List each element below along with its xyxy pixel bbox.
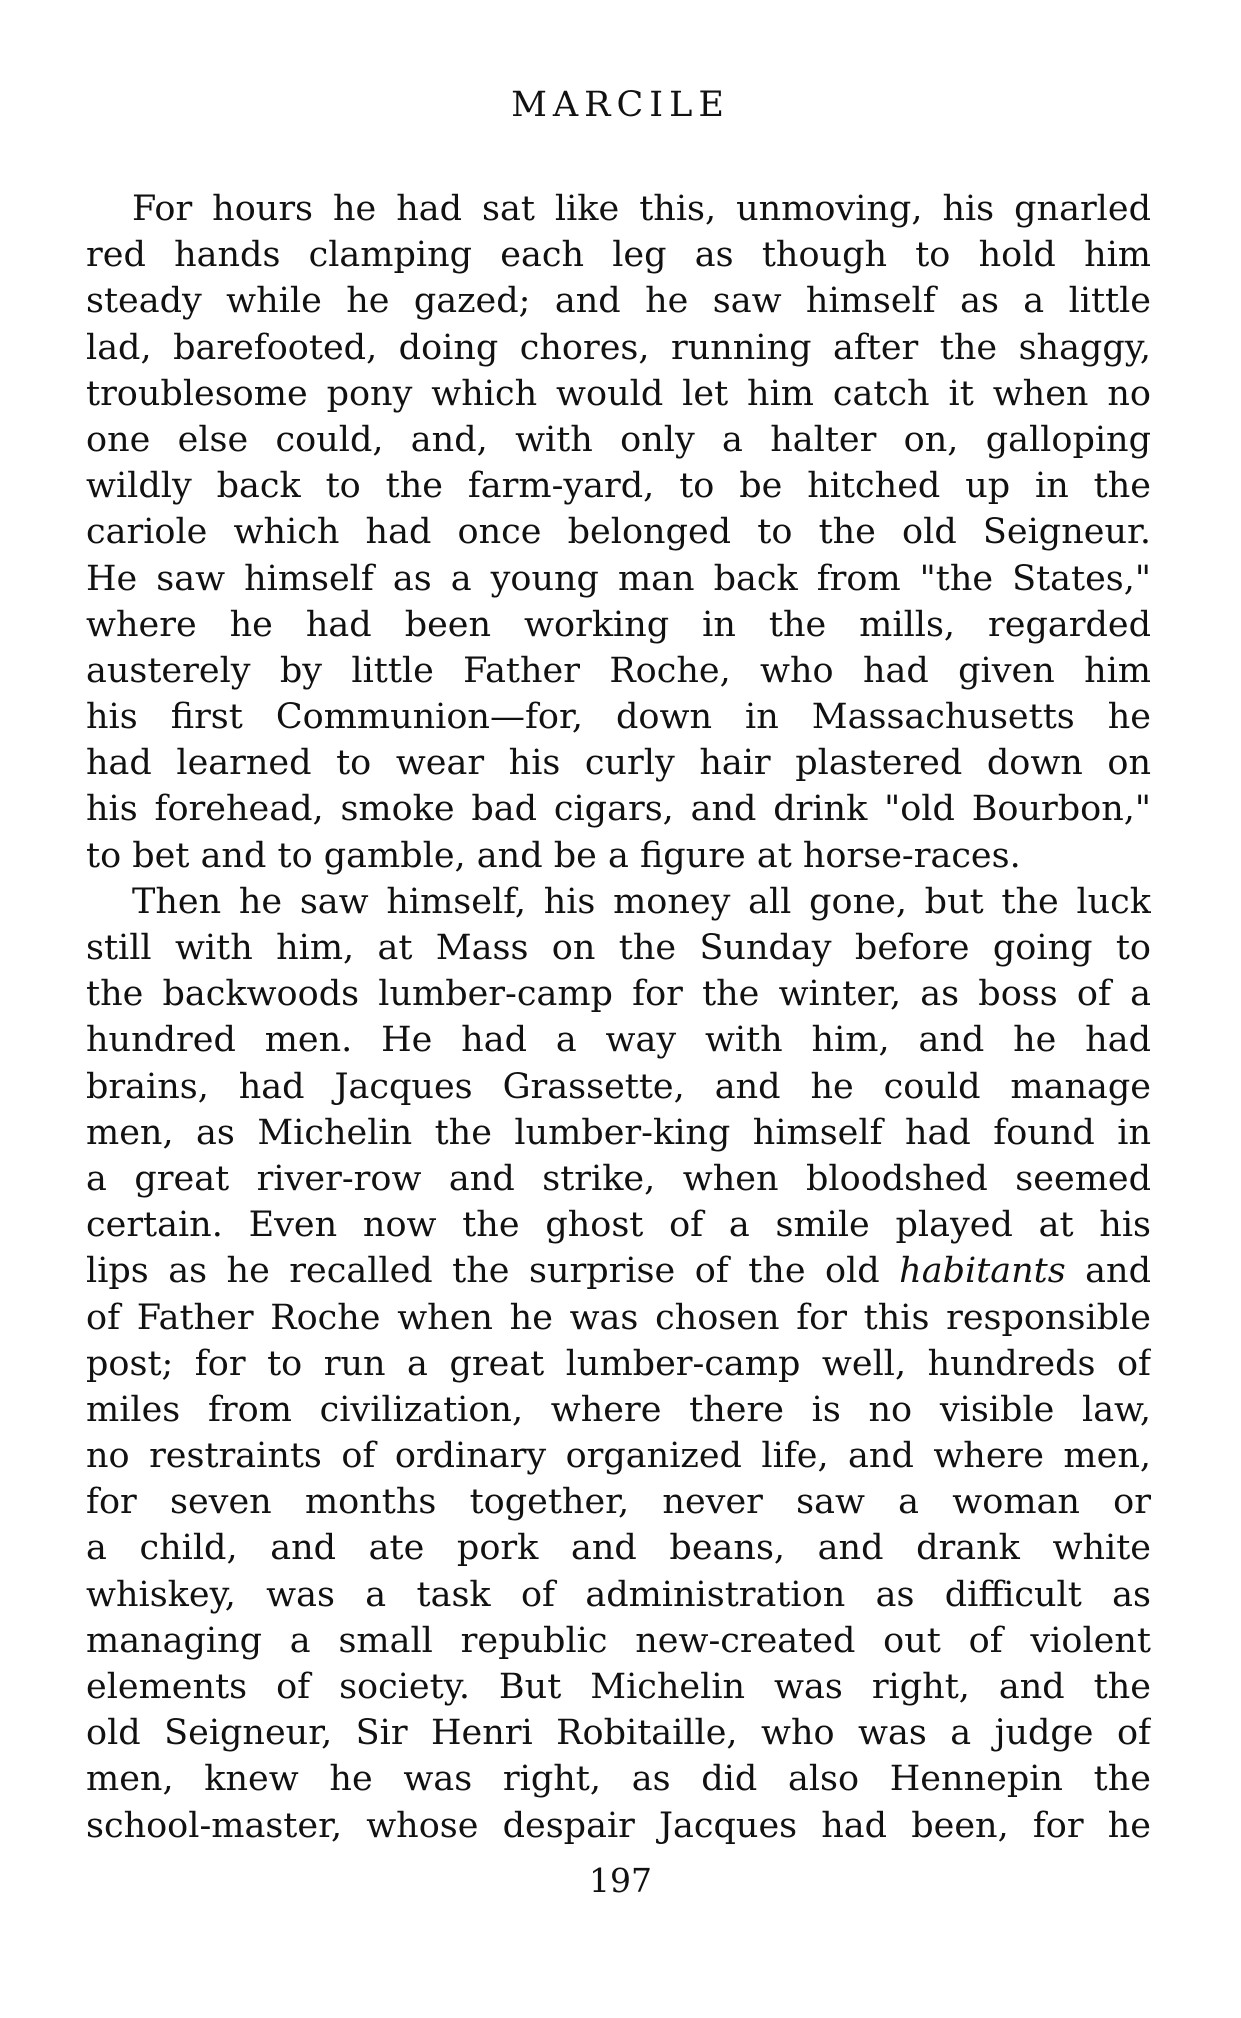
- text-line: school-master, whose despair Jacques had been, for he: [86, 1805, 1151, 1846]
- text-line: miles from civilization, where there is no visible law,: [86, 1389, 1151, 1430]
- text-line: a child, and ate pork and beans, and drank white: [86, 1528, 1151, 1569]
- text-line: to bet and to gamble, and be a figure at horse-races.: [86, 835, 1021, 876]
- body-text: [86, 186, 1151, 1849]
- text-line: a great river-row and strike, when bloodshed seemed: [86, 1158, 1151, 1199]
- text-line: no restraints of ordinary organized life, and where men,: [86, 1436, 1151, 1477]
- text-line: certain. Even now the ghost of a smile played at his: [86, 1205, 1151, 1246]
- text-line: managing a small republic new-created out of violent: [86, 1620, 1151, 1661]
- text-line: of Father Roche when he was chosen for this responsible: [86, 1297, 1151, 1338]
- text-line: cariole which had once belonged to the old Seigneur.: [86, 512, 1151, 553]
- text-line: hundred men. He had a way with him, and he had: [86, 1020, 1151, 1061]
- running-head: MARCILE: [511, 85, 730, 125]
- italic-word: habitants: [899, 1251, 1066, 1292]
- text-line: his first Communion—for, down in Massachusetts he: [86, 697, 1151, 738]
- page-number: 197: [589, 1861, 652, 1900]
- text-line: where he had been working in the mills, regarded: [86, 604, 1151, 645]
- text-line: lad, barefooted, doing chores, running after the shaggy,: [86, 327, 1151, 368]
- text-line: men, knew he was right, as did also Hennepin the: [86, 1759, 1151, 1800]
- text-line: still with him, at Mass on the Sunday before going to: [86, 928, 1151, 968]
- text-line: the backwoods lumber-camp for the winter, as boss of a: [86, 974, 1151, 1015]
- text-line: He saw himself as a young man back from "the States,": [86, 558, 1151, 599]
- text-line: elements of society. But Michelin was right, and the: [86, 1667, 1151, 1707]
- text-line: his forehead, smoke bad cigars, and drink "old Bourbon,": [86, 789, 1151, 830]
- text-line: steady while he gazed; and he saw himself as a little: [86, 281, 1151, 322]
- text-line: old Seigneur, Sir Henri Robitaille, who was a judge of: [86, 1713, 1151, 1754]
- text-line: troublesome pony which would let him catch it when no: [86, 373, 1151, 414]
- text-line: austerely by little Father Roche, who had given him: [86, 650, 1151, 691]
- text-line: For hours he had sat like this, unmoving, his gnarled: [132, 189, 1151, 229]
- text-line: whiskey, was a task of administration as difficult as: [86, 1574, 1151, 1615]
- text-line: brains, had Jacques Grassette, and he could manage: [86, 1066, 1151, 1107]
- text-line: had learned to wear his curly hair plastered down on: [86, 743, 1151, 784]
- text-line: for seven months together, never saw a woman or: [86, 1482, 1151, 1523]
- text-line: one else could, and, with only a halter on, galloping: [86, 419, 1151, 460]
- text-line: red hands clamping each leg as though to hold him: [86, 235, 1151, 276]
- text-line: post; for to run a great lumber-camp well, hundreds of: [86, 1343, 1151, 1384]
- text-line: lips as he recalled the surprise of the old habitants and: [86, 1251, 1151, 1292]
- text-line: men, as Michelin the lumber-king himself had found in: [86, 1112, 1151, 1153]
- text-line: Then he saw himself, his money all gone, but the luck: [132, 881, 1151, 922]
- text-line: wildly back to the farm-yard, to be hitched up in the: [86, 466, 1151, 507]
